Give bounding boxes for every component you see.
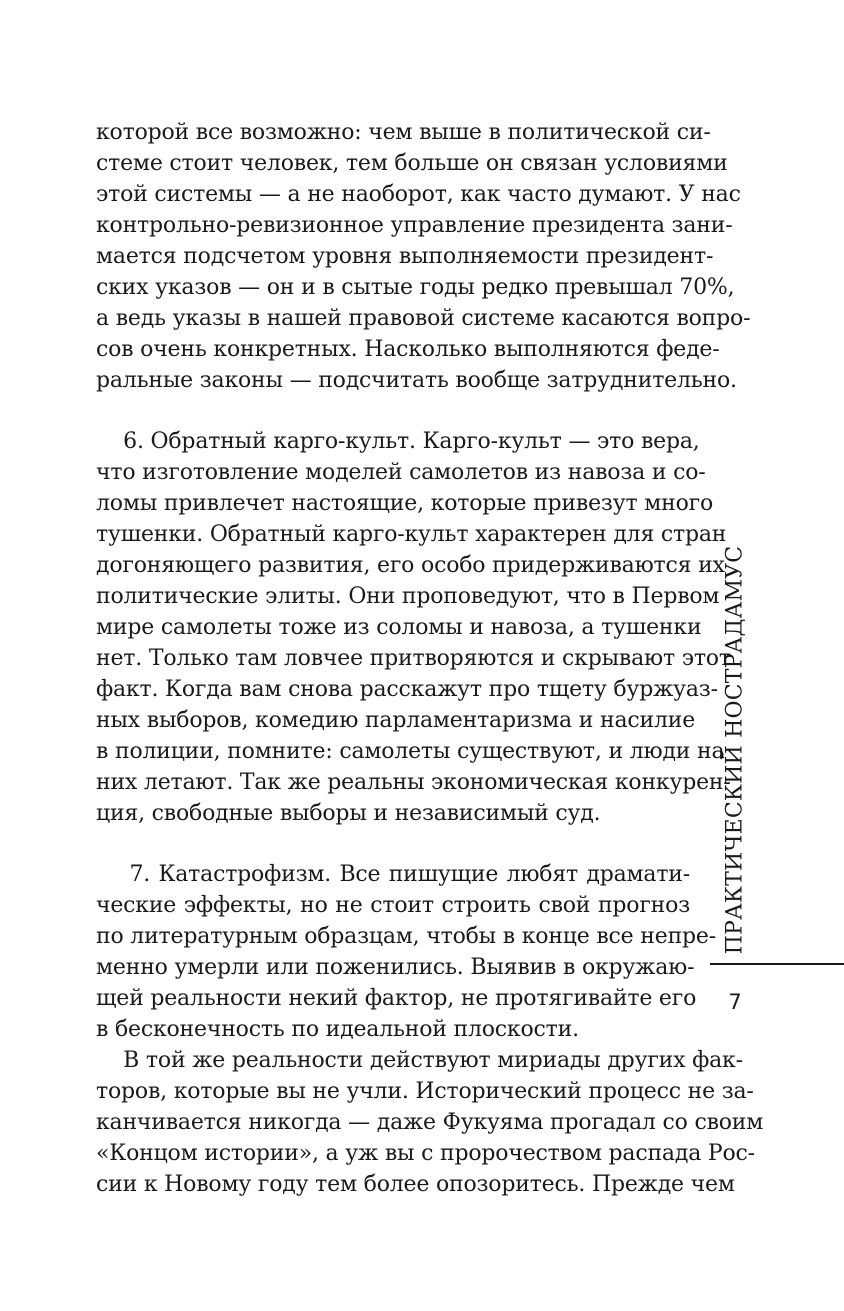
text-line: них летают. Так же реальны экономическая конкурен-: [96, 770, 731, 795]
text-line: политические элиты. Они проповедуют, что в Первом: [96, 584, 720, 609]
running-head-rule: [710, 963, 844, 965]
text-line: 7. Катастрофизм. Все пишущие любят драмати-: [96, 862, 690, 887]
text-line: в бесконечность по идеальной плоскости.: [96, 1017, 579, 1042]
text-line: мире самолеты тоже из соломы и навоза, а тушенки: [96, 615, 702, 640]
text-line: В той же реальности действуют мириады других фак-: [96, 1048, 743, 1073]
text-line: 6. Обратный карго-культ. Карго-культ — это вера,: [96, 429, 700, 454]
text-line: мается подсчетом уровня выполняемости президент-: [96, 244, 714, 269]
text-line: по литературным образцам, чтобы в конце все непре-: [96, 924, 716, 949]
text-line: ральные законы — подсчитать вообще затруднительно.: [96, 368, 737, 393]
running-head-title: ПРАКТИЧЕСКИЙ НОСТРАДАМУС: [722, 545, 748, 955]
text-line: менно умерли или поженились. Выявив в окружаю-: [96, 955, 695, 980]
text-line: «Концом истории», а уж вы с пророчеством распада Рос-: [96, 1141, 755, 1166]
text-line: факт. Когда вам снова расскажут про тщету буржуаз-: [96, 677, 718, 702]
text-line: контрольно-ревизионное управление президента зани-: [96, 213, 733, 238]
page-number: 7: [728, 990, 742, 1014]
paragraph-other-factors: [96, 1045, 764, 1200]
text-line: в полиции, помните: самолеты существуют, и люди на: [96, 739, 725, 764]
text-line: которой все возможно: чем выше в политической си-: [96, 120, 711, 145]
text-line: канчивается никогда — даже Фукуяма прогадал со своим: [96, 1110, 764, 1135]
text-line: нет. Только там ловчее притворяются и скрывают этот: [96, 646, 731, 671]
text-line: стеме стоит человек, тем больше он связан условиями: [96, 151, 728, 176]
paragraph-cargo-cult: [96, 426, 731, 829]
text-line: торов, которые вы не учли. Исторический процесс не за-: [96, 1079, 754, 1104]
text-line: что изготовление моделей самолетов из навоза и со-: [96, 460, 706, 485]
text-line: щей реальности некий фактор, не протягивайте его: [96, 986, 697, 1011]
text-line: ских указов — он и в сытые годы редко превышал 70%,: [96, 275, 735, 300]
text-line: ческие эффекты, но не стоит строить свой прогноз: [96, 893, 690, 918]
paragraph-continuation: [96, 117, 751, 396]
text-line: тушенки. Обратный карго-культ характерен для стран: [96, 522, 727, 547]
text-line: сов очень конкретных. Насколько выполняются феде-: [96, 337, 720, 362]
text-line: ломы привлечет настоящие, которые привезут много: [96, 491, 714, 516]
text-line: догоняющего развития, его особо придерживаются их: [96, 553, 725, 578]
text-line: ция, свободные выборы и независимый суд.: [96, 801, 601, 826]
text-line: сии к Новому году тем более опозоритесь. Прежде чем: [96, 1172, 735, 1197]
text-line: а ведь указы в нашей правовой системе касаются вопро-: [96, 306, 751, 331]
paragraph-catastrophism: [96, 859, 716, 1045]
running-head: [710, 545, 760, 955]
text-line: этой системы — а не наоборот, как часто думают. У нас: [96, 182, 741, 207]
text-line: ных выборов, комедию парламентаризма и насилие: [96, 708, 696, 733]
